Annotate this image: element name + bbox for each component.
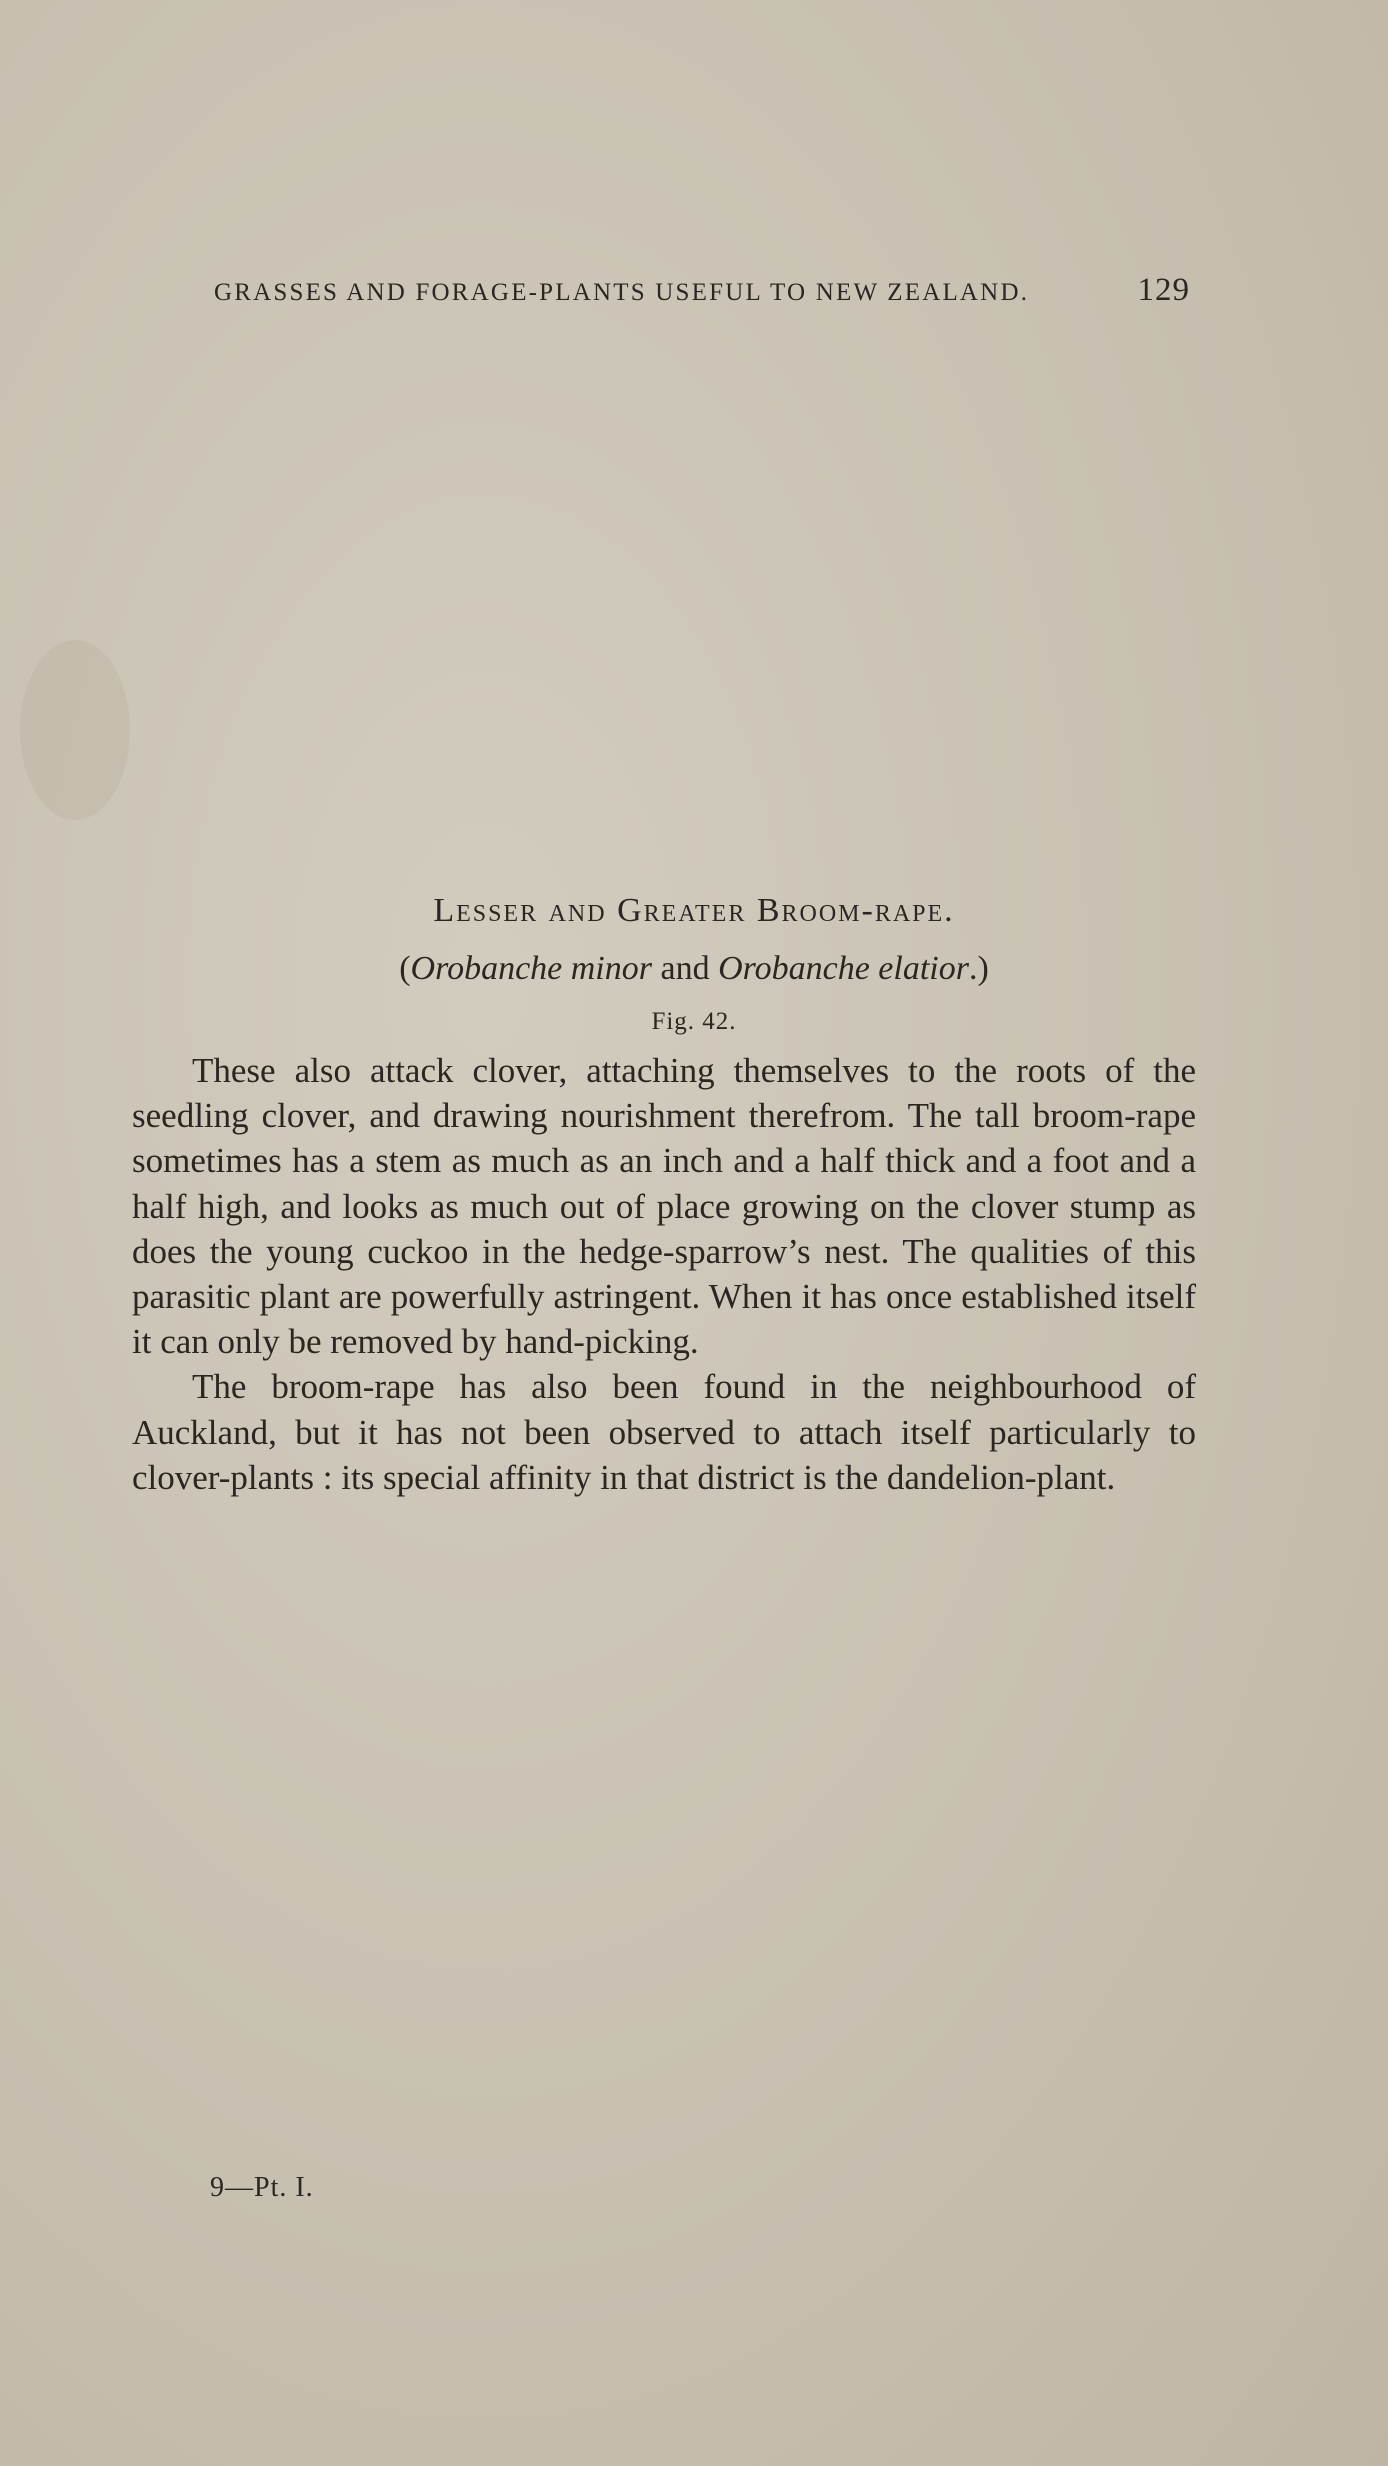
paragraph-2: The broom-rape has also been found in the neighbourhood of Auckland, but it has not been observed to attach itself particularly to clover-plants : its special affinity in that district is the dandelion-plant. xyxy=(132,1367,1196,1497)
paragraph-1: These also attack clover, attaching themselves to the roots of the seedling clover, and drawing nourishment therefrom. The tall broom-rape sometimes has a stem as much as an inch and a half thick and a foot and a half high, and looks as much out of place growing on the clover stump as does the young cuckoo in the hedge-sparrow’s nest. The qualities of this parasitic plant are powerfully astringent. When it has once established itself it can only be removed by hand-picking. xyxy=(132,1051,1196,1362)
subheading-conjunction: and xyxy=(651,950,719,987)
running-head xyxy=(214,272,1190,309)
page-number: 129 xyxy=(1137,272,1190,308)
subheading-open-paren: ( xyxy=(399,950,411,987)
section-heading: Lesser and Greater Broom-rape. xyxy=(433,892,955,929)
figure-label: Fig. 42. xyxy=(651,1008,737,1035)
body-text xyxy=(132,1048,1196,1500)
signature-mark: 9—Pt. I. xyxy=(210,2172,314,2203)
subheading-close-paren: .) xyxy=(968,950,989,987)
running-title: GRASSES AND FORAGE-PLANTS USEFUL TO NEW ZEALAND. xyxy=(214,279,1030,306)
species-name-minor: Orobanche minor xyxy=(410,950,652,987)
paper-stain xyxy=(20,640,130,820)
species-name-elatior: Orobanche elatior xyxy=(718,950,969,987)
species-subheading xyxy=(0,950,1388,988)
